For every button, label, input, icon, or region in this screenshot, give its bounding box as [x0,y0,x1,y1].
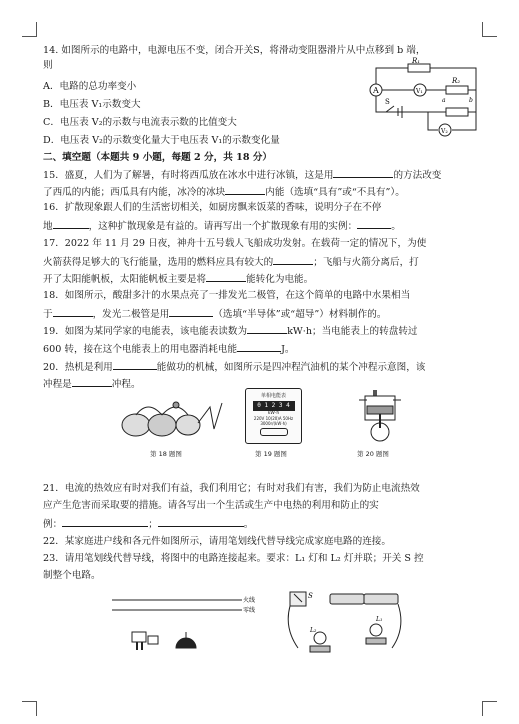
q20-blank2[interactable] [72,376,112,387]
lamp-l1-label: L₁ [376,616,383,623]
q17-line1: 17．2022 年 11 月 29 日夜，神舟十五号载人飞船成功发射。在载荷一定的情况下，为使 [43,238,427,249]
q19-blank1[interactable] [247,323,287,334]
q17-line2: 火箭获得足够大的飞行能量，选用的燃料应具有较大的 ；飞船与火箭分离后，打 [43,254,483,269]
engine-stroke-figure [355,390,405,442]
switch-s-label: S [308,592,313,600]
q15-line1: 15．盛夏，人们为了解暑，有时将西瓜放在冰水中进行冰镇，这是用 的方法改变 [43,167,483,182]
live-wire-label: 火线 [243,597,256,604]
a-label: a [442,97,446,104]
q16-blank2[interactable] [357,218,391,229]
q20-line1: 20．热机是利用 能做功的机械，如图所示是四冲程汽油机的某个冲程示意图，该 [43,359,483,374]
q22-text: 22．某家庭进户线和各元件如图所示，请用笔划线代替导线完成家庭电路的连接。 [43,536,391,547]
q14-stem-line1: 14. 如图所示的电路中，电源电压不变，闭合开关S，将滑动变阻器滑片从中点移到 b 端， [43,45,426,56]
q16-blank1[interactable] [53,218,89,229]
q15-line2: 了西瓜的内能；西瓜具有内能，冰冷的冰块 内能（选填“具有”或“不具有”）。 [43,184,483,199]
q21-blank1[interactable] [62,516,148,527]
fig20-caption: 第 20 题图 [357,450,389,458]
q14-stem-line2: 则 [43,60,53,71]
meter-dial [260,428,288,436]
crop-mark-top-right [482,22,497,37]
q17-line3: 开了太阳能帆板，太阳能帆板主要是将 能转化为电能。 [43,271,483,286]
v2-label: V₂ [441,128,448,135]
r2-label: R₂ [452,77,461,85]
q23-line2: 制整个电路。 [43,570,101,581]
parallel-circuit-figure [280,588,410,662]
q14-circuit-diagram [368,57,483,142]
q15-blank2[interactable] [225,184,265,195]
q21-line1: 21．电流的热效应有时对我们有益，我们利用它；有时对我们有害，我们为防止电流热效 [43,483,420,494]
q14-option-b: B．电压表 V₁示数变大 [43,99,141,110]
q14-option-a: A．电路的总功率变小 [43,81,137,92]
q19-line2: 600 转，接在这个电能表上的用电器消耗电能 J。 [43,341,483,356]
switch-label: S [385,98,390,106]
lamp-l2-label: L₂ [310,627,317,634]
crop-mark-top-left [22,22,37,37]
meter-revolutions: 3000r/(kW·h) [260,421,287,426]
meter-readout: 0 1 2 3 4 [253,401,295,411]
q19-line1: 19．如图为某同学家的电能表，该电能表读数为 kW·h；当电能表上的转盘转过 [43,323,483,338]
household-wiring-figure [112,592,262,662]
meter-unit: kW·h [267,411,280,416]
q18-line1: 18．如图所示，酸甜多汁的水果点亮了一排发光二极管，在这个简单的电路中水果相当 [43,290,411,301]
r1-label: R₁ [412,57,421,65]
q23-line1: 23．请用笔划线代替导线，将图中的电路连接起来。要求：L₁ 灯和 L₂ 灯并联；开关 S 控 [43,553,424,564]
ammeter-label: A [373,86,379,95]
q17-blank2[interactable] [206,271,246,282]
q14-option-d: D．电压表 V₂的示数变化量大于电压表 V₁的示数变化量 [43,135,280,146]
crop-mark-bottom-right [482,701,497,716]
q16-line2: 地 ，这种扩散现象是有益的。请再写出一个扩散现象有用的实例： 。 [43,218,483,233]
section-2-heading: 二、填空题（本题共 9 小题，每题 2 分，共 18 分） [43,152,273,163]
crop-mark-bottom-left [22,701,37,716]
q20-blank1[interactable] [113,359,157,370]
q14-option-c: C．电压表 V₂的示数与电流表示数的比值变大 [43,117,237,128]
b-label: b [469,97,473,104]
fruit-battery-figure [118,395,228,440]
q20-line2: 冲程是 冲程。 [43,376,483,391]
q15-blank1[interactable] [333,167,393,178]
q17-blank1[interactable] [273,254,313,265]
q19-blank2[interactable] [237,341,281,352]
q21-blank2[interactable] [158,516,244,527]
meter-title: 单相电能表 [260,393,286,399]
q18-blank1[interactable] [53,306,93,317]
q21-line3: 例： ； 。 [43,516,483,531]
v1-label: V₁ [416,88,423,95]
q21-line2: 应产生危害而采取要的措施。请各写出一个生活或生产中电热的利用和防止的实 [43,500,379,511]
fig18-caption: 第 18 题图 [150,450,182,458]
q18-blank2[interactable] [169,306,213,317]
q16-line1: 16．扩散现象跟人们的生活密切相关，如厨房飘来饭菜的香味，说明分子在不停 [43,202,382,213]
electricity-meter-figure [245,388,302,444]
fig19-caption: 第 19 题图 [255,450,287,458]
neutral-wire-label: 零线 [243,607,256,614]
meter-spec: 220V 10(20)A 50Hz [253,416,294,421]
q18-line2: 于 ，发光二极管是用 （选填“半导体”或“超导”）材料制作的。 [43,306,483,321]
